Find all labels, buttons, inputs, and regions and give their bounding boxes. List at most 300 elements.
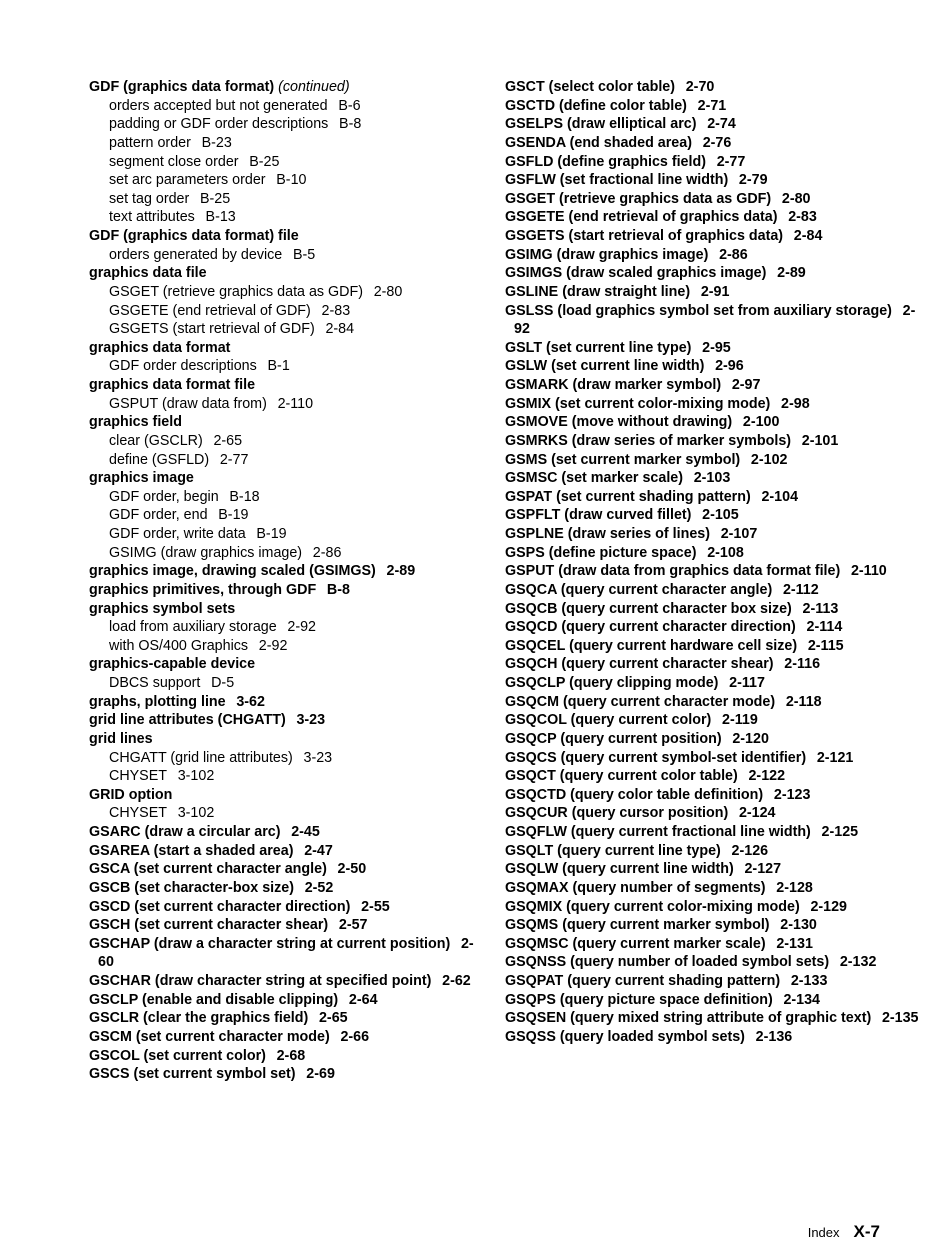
index-entry (505, 804, 925, 823)
entry-term: GSIMG (draw graphics image) (109, 544, 303, 561)
index-entry (89, 916, 489, 935)
index-entry (89, 264, 489, 283)
index-entry (89, 842, 489, 861)
entry-term: DBCS support (109, 675, 201, 691)
entry-term: GSCHAP (draw a character string at current position) (89, 935, 451, 952)
index-entry (89, 1009, 489, 1028)
entry-term: GSMRKS (draw series of marker symbols) (505, 432, 792, 449)
entry-term: graphics primitives, through GDF (89, 581, 317, 598)
page-reference: 2-65 (318, 1010, 348, 1027)
index-entry (505, 357, 925, 376)
index-subentry (89, 767, 489, 786)
page-reference: 2-55 (361, 898, 390, 915)
page-reference: 2-128 (776, 879, 813, 896)
entry-term: GSCH (set current character shear) (89, 917, 329, 934)
page-reference: 3-62 (236, 693, 265, 710)
page-reference: 3-23 (296, 712, 326, 729)
entry-term: GRID option (89, 786, 173, 803)
entry-term: GSQCA (query current character angle) (505, 581, 773, 598)
index-entry (505, 786, 925, 805)
index-entry (505, 153, 925, 172)
entry-term: set arc parameters order (109, 172, 266, 189)
index-subentry (89, 302, 489, 321)
page-reference: 2-132 (839, 954, 877, 971)
entry-term: GSCA (set current character angle) (89, 861, 327, 878)
entry-term: GDF (graphics data format) (89, 79, 275, 95)
entry-term: GDF order, begin (109, 488, 219, 505)
page-reference: 2-47 (304, 842, 333, 859)
index-column-right (505, 78, 925, 1047)
entry-term: GSMOVE (move without drawing) (505, 414, 733, 431)
entry-term: GSIMG (draw graphics image) (505, 246, 709, 263)
entry-term: graphics-capable device (89, 656, 256, 673)
page-reference: B-19 (218, 507, 249, 524)
page-reference: 2-115 (807, 637, 844, 654)
page-reference: 2-83 (321, 302, 351, 319)
index-entry (505, 451, 925, 470)
index-entry (89, 879, 489, 898)
page-reference: 2-57 (338, 917, 368, 934)
page-reference: B-1 (267, 358, 290, 375)
entry-term: GSENDA (end shaded area) (505, 134, 692, 151)
page-reference: 2-84 (793, 228, 823, 244)
page-reference: 2-92 (514, 302, 916, 338)
entry-term: GSQMSC (query current marker scale) (505, 935, 766, 952)
index-entry (89, 78, 489, 97)
page-reference: 2-74 (707, 116, 736, 133)
index-subentry (89, 283, 489, 302)
entry-term: graphics field (89, 414, 182, 431)
page-reference: 2-96 (715, 358, 744, 375)
page-reference: 2-89 (777, 265, 806, 282)
index-subentry (89, 525, 489, 544)
index-entry (89, 227, 489, 246)
page-reference: 2-105 (702, 507, 739, 524)
index-subentry (89, 171, 489, 190)
index-entry (505, 749, 925, 768)
entry-term: GSPUT (draw data from graphics data format file) (505, 563, 841, 580)
index-entry (505, 879, 925, 898)
page-reference: B-23 (201, 134, 232, 151)
index-entry (505, 562, 925, 581)
index-entry (505, 115, 925, 134)
index-entry (89, 376, 489, 395)
page-reference: 2-68 (276, 1047, 306, 1064)
index-subentry (89, 618, 489, 637)
entry-term: GSGET (retrieve graphics data as GDF) (109, 283, 363, 300)
index-subentry (89, 115, 489, 134)
entry-term: GDF order, end (109, 507, 208, 524)
index-entry (505, 302, 925, 339)
index-entry (89, 860, 489, 879)
page-reference: B-10 (276, 172, 307, 189)
entry-term: GSPAT (set current shading pattern) (505, 488, 751, 505)
page-reference: 2-45 (291, 824, 320, 840)
page-reference: 2-118 (785, 693, 822, 710)
entry-term: GSLINE (draw straight line) (505, 283, 691, 300)
page-reference: 2-86 (312, 544, 342, 561)
page-reference: D-5 (211, 675, 235, 691)
entry-term: GSCB (set character-box size) (89, 879, 294, 896)
index-column-left (89, 78, 489, 1084)
entry-term: GSGETS (start retrieval of graphics data) (505, 228, 784, 244)
entry-term: GSPLNE (draw series of lines) (505, 526, 710, 542)
index-entry (505, 134, 925, 153)
page-reference: 2-71 (697, 97, 727, 114)
page-reference: 2-52 (304, 879, 334, 896)
index-entry (505, 600, 925, 619)
entry-term: GSQCD (query current character direction) (505, 619, 796, 636)
page-reference: 2-120 (732, 730, 769, 747)
index-entry (505, 264, 925, 283)
index-entry (505, 1028, 925, 1047)
page-footer (808, 1222, 880, 1242)
index-entry (89, 413, 489, 432)
entry-term: GSCT (select color table) (505, 79, 676, 95)
index-subentry (89, 451, 489, 470)
entry-term: GDF order, write data (109, 526, 246, 542)
index-entry (89, 600, 489, 619)
index-subentry (89, 488, 489, 507)
entry-term: GSQCLP (query clipping mode) (505, 675, 719, 691)
page-reference: 2-84 (325, 321, 355, 338)
page-reference: 2-62 (442, 973, 471, 989)
page-reference: 2-50 (337, 861, 367, 878)
entry-term: padding or GDF order descriptions (109, 116, 329, 133)
index-subentry (89, 749, 489, 768)
page-reference: 2-77 (219, 451, 249, 468)
entry-term: graphics data format file (89, 377, 256, 393)
index-entry (505, 227, 925, 246)
page-reference: 2-134 (783, 991, 821, 1008)
page-reference: 2-117 (729, 675, 765, 691)
entry-term: GSCLR (clear the graphics field) (89, 1010, 309, 1027)
entry-term: GSQCM (query current character mode) (505, 693, 776, 710)
entry-term: GSGETS (start retrieval of GDF) (109, 321, 315, 338)
page-reference: 2-127 (744, 861, 782, 878)
page-reference: 3-23 (303, 749, 333, 766)
page-reference: 2-123 (773, 786, 811, 803)
index-entry (505, 432, 925, 451)
entry-term: orders accepted but not generated (109, 97, 328, 114)
page-reference: 2-116 (784, 656, 821, 673)
entry-term: GSAREA (start a shaded area) (89, 842, 294, 859)
entry-term: GSQCUR (query cursor position) (505, 805, 729, 822)
page-reference: B-13 (205, 209, 236, 226)
entry-term: define (GSFLD) (109, 451, 210, 468)
footer-page-number: X-7 (853, 1222, 880, 1241)
index-entry (505, 823, 925, 842)
page-reference: 2-64 (348, 991, 378, 1008)
page-reference: 2-121 (816, 749, 854, 766)
entry-term: with OS/400 Graphics (109, 637, 249, 654)
index-entry (505, 376, 925, 395)
index-entry (505, 860, 925, 879)
entry-term: GSQPAT (query current shading pattern) (505, 973, 781, 989)
page-reference: 2-95 (702, 339, 731, 356)
entry-term: GSCS (set current symbol set) (89, 1066, 296, 1083)
index-entry (89, 581, 489, 600)
page-reference: 2-122 (748, 768, 786, 785)
index-entry (89, 786, 489, 805)
index-entry (505, 78, 925, 97)
continued-note: (continued) (278, 79, 350, 95)
page-reference: 2-133 (790, 973, 828, 989)
index-subentry (89, 637, 489, 656)
page-reference: B-18 (229, 488, 260, 505)
entry-term: graphics data file (89, 265, 207, 282)
entry-term: GSQCTD (query color table definition) (505, 786, 764, 803)
entry-term: GSGET (retrieve graphics data as GDF) (505, 190, 772, 207)
page-reference: 2-79 (738, 172, 768, 189)
page-reference: 2-135 (881, 1010, 919, 1027)
entry-term: GSPUT (draw data from) (109, 395, 267, 412)
index-subentry (89, 804, 489, 823)
entry-term: grid line attributes (CHGATT) (89, 712, 286, 729)
entry-term: GSFLD (define graphics field) (505, 153, 706, 170)
entry-term: set tag order (109, 190, 190, 207)
page-reference: B-8 (326, 581, 350, 598)
index-entry (505, 283, 925, 302)
page-reference: 2-130 (780, 917, 817, 934)
page-reference: B-25 (249, 153, 280, 170)
entry-term: GSQMIX (query current color-mixing mode) (505, 898, 800, 915)
entry-term: GSCD (set current character direction) (89, 898, 351, 915)
page-reference: B-19 (256, 526, 287, 542)
page-reference: 2-92 (287, 619, 317, 636)
index-entry (505, 339, 925, 358)
index-entry (505, 898, 925, 917)
entry-term: CHYSET (109, 768, 167, 785)
entry-term: GSLW (set current line width) (505, 358, 705, 375)
page-reference: 3-102 (177, 805, 215, 822)
index-entry (89, 1065, 489, 1084)
index-entry (505, 842, 925, 861)
entry-term: grid lines (89, 730, 153, 747)
index-subentry (89, 674, 489, 693)
entry-term: GSQSEN (query mixed string attribute of graphic text) (505, 1010, 872, 1027)
page-reference: 2-102 (750, 451, 788, 468)
entry-term: GSCOL (set current color) (89, 1047, 266, 1064)
entry-term: orders generated by device (109, 246, 283, 263)
page-reference: 2-70 (685, 79, 715, 95)
page-reference: 2-110 (277, 395, 314, 412)
page-reference: 2-69 (306, 1066, 335, 1083)
index-subentry (89, 432, 489, 451)
entry-term: GSFLW (set fractional line width) (505, 172, 729, 189)
index-entry (505, 97, 925, 116)
entry-term: GSIMGS (draw scaled graphics image) (505, 265, 767, 282)
index-entry (505, 953, 925, 972)
index-entry (89, 469, 489, 488)
index-entry (505, 395, 925, 414)
index-entry (505, 171, 925, 190)
index-subentry (89, 357, 489, 376)
page-reference: 2-129 (810, 898, 848, 915)
entry-term: GDF (graphics data format) file (89, 228, 299, 244)
index-subentry (89, 506, 489, 525)
index-entry (505, 208, 925, 227)
entry-term: GSQNSS (query number of loaded symbol sets) (505, 954, 830, 971)
index-subentry (89, 395, 489, 414)
entry-term: graphics image (89, 470, 194, 487)
page-reference: 2-126 (731, 842, 769, 859)
entry-term: GSQCEL (query current hardware cell size) (505, 637, 798, 654)
index-entry (89, 562, 489, 581)
page-reference: 2-66 (340, 1028, 370, 1045)
entry-term: graphics data format (89, 339, 231, 356)
entry-term: GSQCP (query current position) (505, 730, 722, 747)
index-subentry (89, 246, 489, 265)
page-reference: 2-113 (802, 600, 839, 617)
index-entry (505, 916, 925, 935)
index-entry (505, 525, 925, 544)
index-subentry (89, 190, 489, 209)
index-entry (89, 693, 489, 712)
entry-term: CHYSET (109, 805, 167, 822)
page-reference: 2-100 (742, 414, 780, 431)
entry-term: GSPS (define picture space) (505, 544, 697, 561)
entry-term: graphics image, drawing scaled (GSIMGS) (89, 563, 376, 580)
page-reference: 2-119 (722, 712, 758, 729)
entry-term: GSQCS (query current symbol-set identifier) (505, 749, 807, 766)
page-reference: 2-104 (761, 488, 799, 505)
index-subentry (89, 544, 489, 563)
entry-term: clear (GSCLR) (109, 432, 203, 449)
index-subentry (89, 97, 489, 116)
index-entry (505, 1009, 925, 1028)
index-entry (89, 339, 489, 358)
page-reference: 2-124 (738, 805, 776, 822)
entry-term: graphics symbol sets (89, 600, 236, 617)
index-entry (505, 544, 925, 563)
page-reference: 2-136 (755, 1028, 793, 1045)
index-entry (89, 991, 489, 1010)
index-entry (89, 823, 489, 842)
index-entry (505, 413, 925, 432)
page-reference: 2-110 (850, 563, 887, 580)
index-entry (505, 488, 925, 507)
page-reference: 2-60 (98, 935, 474, 971)
index-subentry (89, 134, 489, 153)
page-reference: 2-114 (806, 619, 843, 636)
index-entry (505, 655, 925, 674)
page-reference: 2-80 (373, 283, 403, 300)
index-entry (89, 655, 489, 674)
entry-term: GSQMS (query current marker symbol) (505, 917, 770, 934)
entry-term: GSQLT (query current line type) (505, 842, 721, 859)
entry-term: load from auxiliary storage (109, 619, 277, 636)
index-entry (505, 991, 925, 1010)
entry-term: GSELPS (draw elliptical arc) (505, 116, 697, 133)
entry-term: GSQMAX (query number of segments) (505, 879, 766, 896)
page-reference: B-5 (292, 246, 316, 263)
entry-term: GSQCH (query current character shear) (505, 656, 774, 673)
index-entry (505, 581, 925, 600)
page-reference: 2-112 (782, 581, 819, 598)
footer-section-label: Index (807, 1225, 840, 1240)
entry-term: GSMARK (draw marker symbol) (505, 377, 722, 393)
page-reference: 2-80 (781, 190, 811, 207)
page-reference: 3-102 (177, 768, 215, 785)
entry-term: GSGETE (end retrieval of graphics data) (505, 209, 778, 226)
index-entry (505, 693, 925, 712)
index-subentry (89, 153, 489, 172)
index-entry (505, 637, 925, 656)
entry-term: GSQLW (query current line width) (505, 861, 734, 878)
entry-term: GSLSS (load graphics symbol set from auxiliary storage) (505, 302, 892, 319)
page-reference: 2-83 (788, 209, 817, 226)
entry-term: GSQSS (query loaded symbol sets) (505, 1028, 745, 1045)
page-reference: B-8 (339, 116, 362, 133)
entry-term: segment close order (109, 153, 239, 170)
index-subentry (89, 208, 489, 227)
entry-term: GSQCT (query current color table) (505, 768, 738, 785)
index-entry (89, 1028, 489, 1047)
entry-term: GSQPS (query picture space definition) (505, 991, 773, 1008)
page-reference: 2-89 (386, 563, 416, 580)
page-reference: 2-131 (776, 935, 813, 952)
page-reference: 2-98 (781, 395, 810, 412)
entry-term: GSCTD (define color table) (505, 97, 687, 114)
index-entry (505, 935, 925, 954)
page-reference: B-6 (338, 97, 361, 114)
index-entry (89, 1047, 489, 1066)
index-entry (505, 506, 925, 525)
page-reference: 2-107 (720, 526, 758, 542)
entry-term: GSQCOL (query current color) (505, 712, 712, 729)
page-reference: 2-92 (258, 637, 288, 654)
index-entry (505, 767, 925, 786)
entry-term: CHGATT (grid line attributes) (109, 749, 293, 766)
entry-term: GSMIX (set current color-mixing mode) (505, 395, 771, 412)
entry-term: GSMSC (set marker scale) (505, 470, 683, 487)
entry-term: GDF order descriptions (109, 358, 257, 375)
page-reference: 2-108 (707, 544, 744, 561)
entry-term: GSCHAR (draw character string at specified point) (89, 973, 432, 989)
entry-term: GSQCB (query current character box size) (505, 600, 792, 617)
page-reference: 2-125 (821, 824, 859, 840)
index-entry (89, 935, 489, 972)
index-entry (505, 190, 925, 209)
entry-term: GSMS (set current marker symbol) (505, 451, 741, 468)
page-reference: 2-76 (702, 134, 732, 151)
page-reference: 2-91 (700, 283, 730, 300)
index-entry (505, 246, 925, 265)
page-reference: 2-103 (693, 470, 731, 487)
index-entry (505, 730, 925, 749)
index-entry (505, 618, 925, 637)
entry-term: text attributes (109, 209, 195, 226)
page-reference: 2-65 (213, 432, 243, 449)
entry-term: GSCM (set current character mode) (89, 1028, 330, 1045)
index-entry (505, 972, 925, 991)
index-entry (505, 469, 925, 488)
index-entry (89, 730, 489, 749)
page-reference: 2-77 (716, 153, 746, 170)
page-reference: 2-97 (731, 377, 761, 393)
index-entry (89, 972, 489, 991)
entry-term: GSCLP (enable and disable clipping) (89, 991, 339, 1008)
page-reference: 2-101 (801, 432, 839, 449)
entry-term: GSARC (draw a circular arc) (89, 824, 281, 840)
index-entry (89, 898, 489, 917)
index-entry (505, 674, 925, 693)
entry-term: GSLT (set current line type) (505, 339, 692, 356)
entry-term: pattern order (109, 134, 191, 151)
index-entry (505, 711, 925, 730)
entry-term: GSPFLT (draw curved fillet) (505, 507, 692, 524)
